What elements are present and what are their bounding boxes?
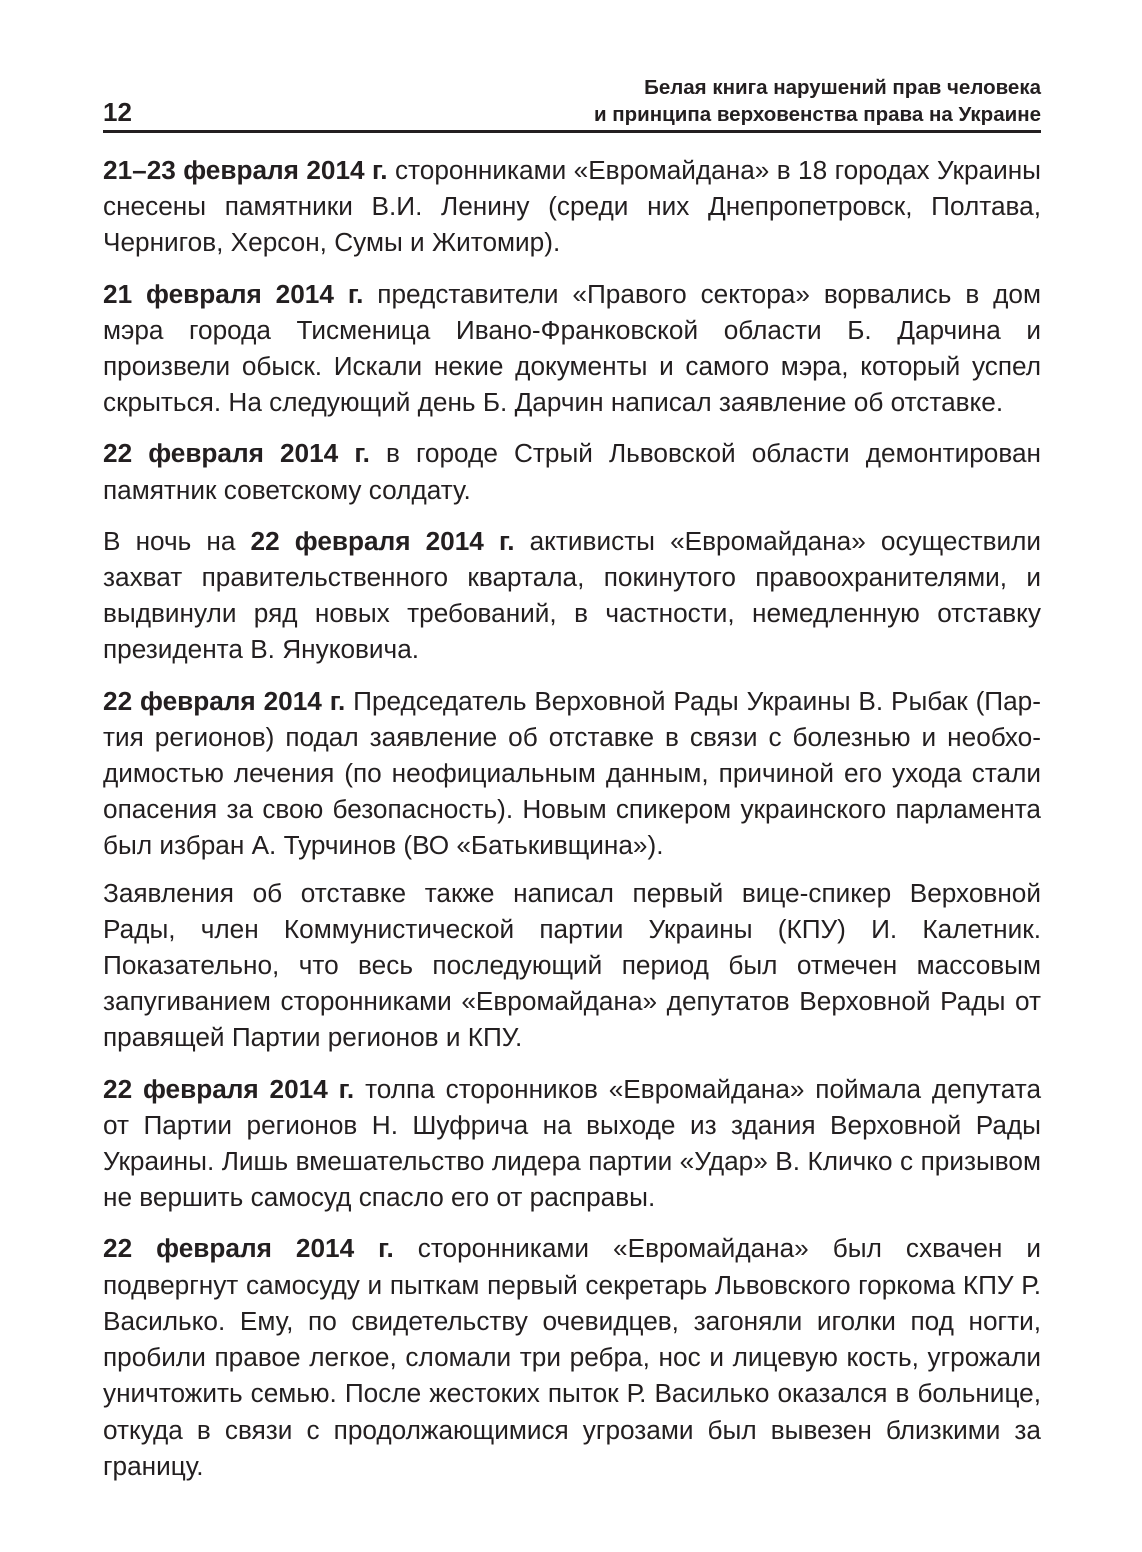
paragraph-date: 22 февраля 2014 г.	[103, 438, 370, 469]
paragraph-4	[103, 523, 1041, 668]
paragraph-date: 22 февраля 2014 г.	[250, 525, 515, 556]
paragraph-date: 22 февраля 2014 г.	[103, 1073, 355, 1104]
paragraph-5	[103, 683, 1041, 864]
paragraph-6	[103, 875, 1041, 1056]
running-title-line-1: Белая книга нарушений прав человека	[644, 76, 1041, 99]
paragraph-text: активисты «Евромайдана» осуществили захват правительственного квартала, покинутого правоохранителями, и выдвинули ряд новых требований, в частности, немедленную отставку президента В. Януковича.	[103, 525, 1042, 665]
running-title-line-2: и принципа верховенства права на Украине	[593, 103, 1041, 126]
paragraph-date: 21 февраля 2014 г.	[103, 278, 364, 309]
paragraph-date: 22 февраля 2014 г.	[103, 685, 346, 716]
paragraph-2	[103, 276, 1041, 421]
paragraph-7	[103, 1071, 1041, 1216]
paragraph-text: сторонниками «Евромайдана» был схвачен и подвергнут самосуду и пыткам первый секретарь Львовского горкома КПУ Р. Василько. Ему, по свидетельству очевидцев, загоняли иголки под ногти, пробили правое легкое, сломали три ребра, нос и лицевую кость, угрожали уничтожить семью. После жестоких пыток Р. Василько оказался в больнице, откуда в связи с продолжающимися угрозами был вывезен близкими за границу.	[103, 1233, 1042, 1481]
running-title	[594, 74, 1041, 128]
paragraph-text: толпа сторонников «Евромайдана» поймала депутата от Партии регионов Н. Шуфрича на выходе из здания Верховной Рады Украины. Лишь вмешательство лидера партии «Удар» В. Кличко с призывом не вершить самосуд спасло его от расправы.	[103, 1073, 1042, 1213]
body-text	[103, 152, 1041, 1499]
paragraph-text: в городе Стрый Львовской области демонтирован памятник советскому солдату.	[103, 438, 1042, 505]
paragraph-date: 22 февраля 2014 г.	[103, 1233, 394, 1264]
paragraph-date: 21–23 февраля 2014 г.	[103, 155, 388, 185]
paragraph-text: представители «Правого сектора» ворвались в дом мэра города Тисменица Ивано-Франковской области Б. Дарчина и произвели обыск. Искали некие документы и самого мэра, который успел скрыться. На следующий день Б. Дарчин написал заявление об отставке.	[103, 278, 1041, 418]
paragraph-3	[103, 435, 1041, 507]
paragraph-text: Председатель Верховной Рады Украины В. Рыбак (Партия регионов) подал заявление об отставке в связи с болезнью и необходимостью лечения (по неофициальным данным, причиной его ухода стали опасения за свою безопасность). Новым спикером украинского парламента был избран А. Турчинов (ВО «Батькивщина»).	[103, 685, 1041, 861]
paragraph-prefix: Заявления об отставке также написал первый вице-спикер Верховной Рады, член Коммунистической партии Украины (КПУ) И. Калетник. Показательно, что весь последующий период был отмечен массовым запугиванием сторонниками «Евромайдана» депутатов Верховной Рады от правящей Партии регионов и КПУ.	[103, 877, 1041, 1053]
paragraph-text: сторонниками «Евромайдана» в 18 городах Украины снесены памятники В.И. Ленину (среди них Днепропетровск, Полтава, Чернигов, Херсон, Сумы и Житомир).	[103, 155, 1041, 258]
paragraph-8	[103, 1230, 1041, 1483]
page-header	[103, 72, 1041, 134]
page-number: 12	[103, 97, 132, 127]
header-rule	[103, 130, 1041, 133]
paragraph-prefix: В ночь на	[103, 525, 251, 556]
paragraph-1	[103, 152, 1041, 261]
